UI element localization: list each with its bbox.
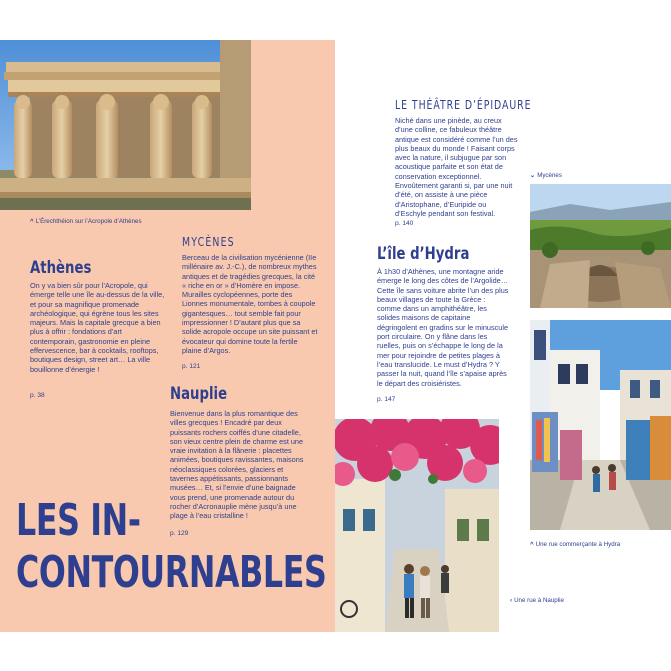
erechtheion-photo [0,40,251,210]
big-title-line-2: CONTOURNABLES [16,547,327,598]
hydra-text: À 1h30 d’Athènes, une montagne aride émerge le long des côtes de l’Argolide… Cette île sans voiture abrite l’un des plus beaux villages de toute la Grèce : comme dans un amphithéâtre, les solides maisons de capitaine dégringolent en gradins sur le minuscule port circulaire. On y flâne dans les ruelles, puis on s’échappe le long de la mer pour rejoindre de petites plages à l’eau translucide. Le must d’Hydra ? Y passer la nuit, quand l’île s’apaise après le départ des croisiéristes. [377,267,509,388]
nauplie-title: Nauplie [170,384,228,404]
hydra-page-ref: p. 147 [377,396,396,403]
chevron-down-icon: ⌄ [530,172,536,179]
epidaure-title: LE THÉÂTRE D’ÉPIDAURE [395,98,532,112]
mycenes-text: Berceau de la civilisation mycénienne (IIe millénaire av. J.-C.), de nombreux mythes antiques et de tragédies grecques, la cité « riche en or » d’Homère en impose. Murailles cyclopéennes, porte des Lionnes monumentale, tombes à coupole gigantesques… tout semble fait pour impressionner ! D’autant plus que sa solide acropole occupe un site puissant et évocateur qui domine toute la fertile plaine d’Argos. [182,253,318,355]
epidaure-page-ref: p. 140 [395,220,414,227]
nauplie-page-ref: p. 129 [170,530,189,537]
athenes-page-ref: p. 38 [30,392,45,399]
nauplie-text: Bienvenue dans la plus romantique des villes grecques ! Encadré par deux puissants rochers coiffés d’une citadelle, son vieux centre plein de charme est une vraie invitation à la flânerie : placettes animées, boutiques ravissantes, maisons néoclassiques colorées, glaciers et tavernes appétissants, passionnants musées… Et, si l’envie d’une baignade vous prend, une promenade autour du rocher d’Acronauplie mène jusqu’à une plage à l’eau cristalline ! [170,409,304,521]
athenes-text: On y va bien sûr pour l’Acropole, qui émerge telle une île au-dessus de la ville, et pour sa magnifique promenade archéologique, qui égrène tous les sites majeurs. Mais la capitale grecque a bien plus à offrir : fondations d’art contemporain, gastronomie en pleine effervescence, bar à cocktails, rooftops, boutiques design, street art… La ville bouillonne d’énergie ! [30,281,165,374]
mycenes-caption: ⌄ Mycènes [530,172,562,179]
hydra-title: L’île d’Hydra [377,244,470,264]
erechtheion-caption: ^ L’Érechthéion sur l’Acropole d’Athènes [30,218,142,225]
mycenes-page-ref: p. 121 [182,363,201,370]
mycenes-photo [530,184,671,308]
hydra-caption: ^ Une rue commerçante à Hydra [530,541,621,548]
caret-up-icon: ^ [530,541,534,548]
epidaure-text: Niché dans une pinède, au creux d’une colline, ce fabuleux théâtre antique est considéré comme l’un des plus beaux du monde ! Faisant corps avec la nature, il subjugue par son acoustique parfaite et son état de conservation exceptionnel. Envoûtement garanti si, par une nuit d’été, on assiste à une pièce d’Aristophane, d’Euripide ou d’Eschyle pendant son festival. [395,116,518,218]
athenes-title: Athènes [30,258,92,278]
magazine-spread [0,40,671,632]
chevron-left-icon: ‹ [510,597,513,604]
hydra-photo [530,320,671,530]
big-title-line-1: LES IN- [16,495,141,546]
caret-up-icon: ^ [30,218,34,225]
nauplie-photo [335,419,499,632]
nauplie-caption: ‹ Une rue à Nauplie [510,597,564,604]
mycenes-title: MYCÈNES [182,235,235,249]
